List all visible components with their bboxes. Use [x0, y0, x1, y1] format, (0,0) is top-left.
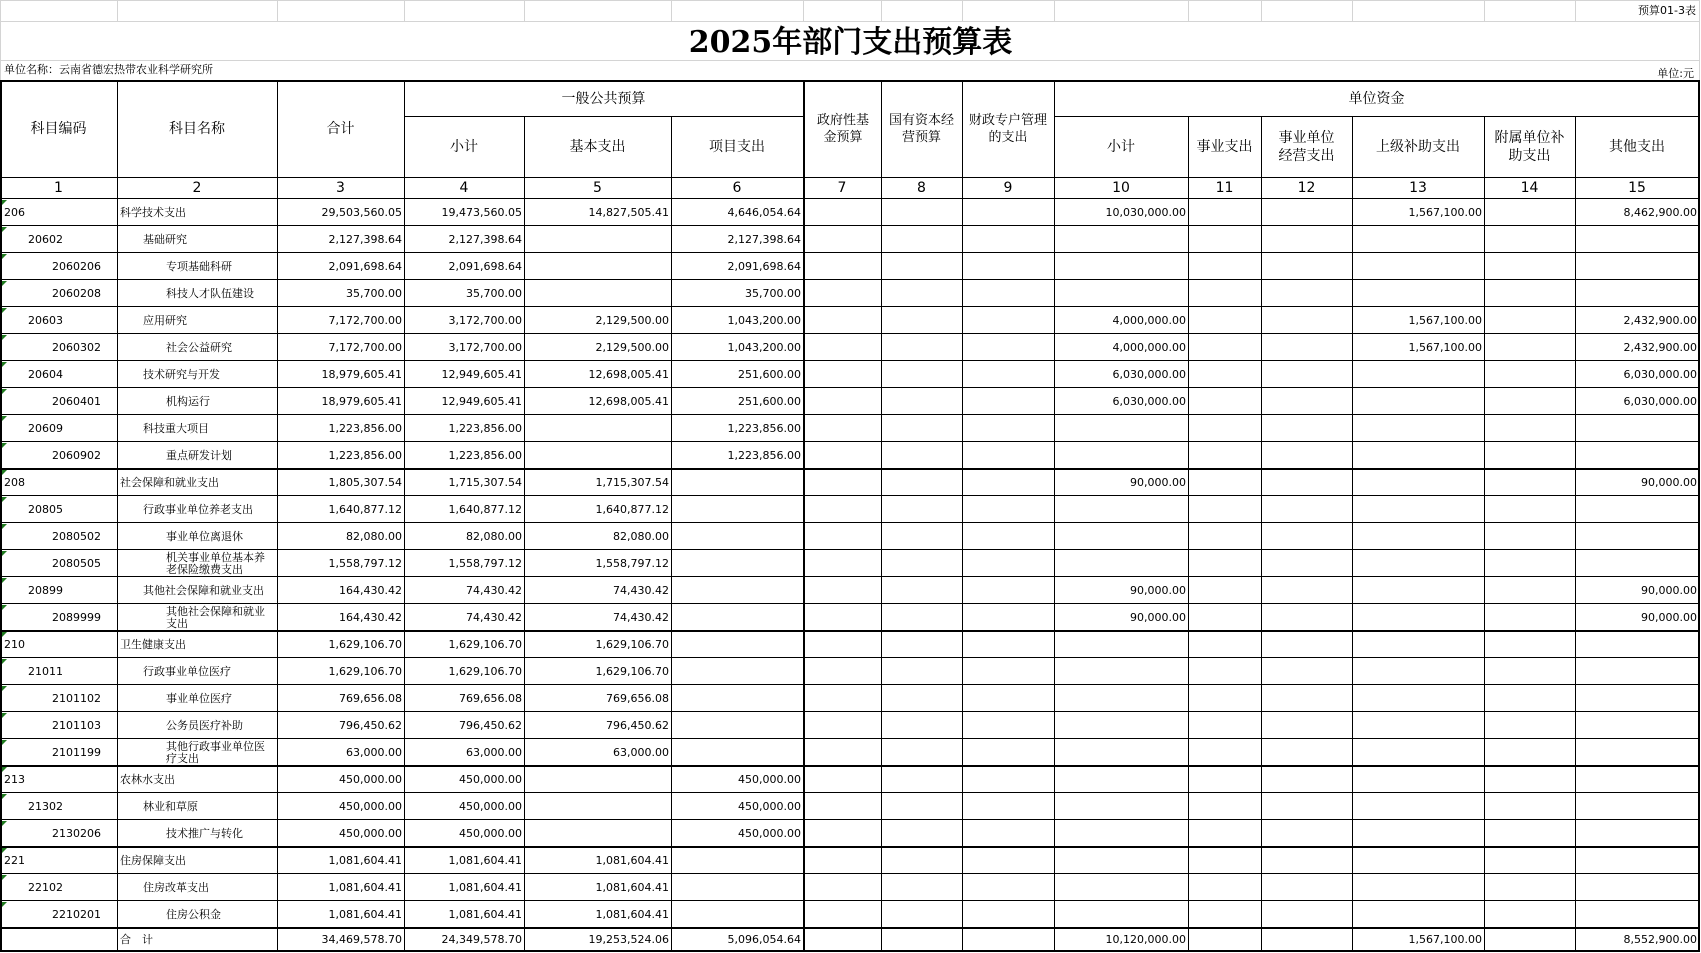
amount-cell[interactable]: 1,629,106.70 [595, 638, 669, 651]
grid-line [0, 684, 1700, 685]
subject-code[interactable]: 20602 [28, 233, 63, 246]
subject-name[interactable]: 行政事业单位医疗 [143, 665, 231, 678]
amount-cell[interactable]: 2,091,698.64 [328, 260, 402, 273]
grid-line [1054, 0, 1055, 21]
grid-line [117, 0, 118, 21]
grid-line [1352, 0, 1353, 21]
amount-cell[interactable]: 4,646,054.64 [727, 206, 801, 219]
amount-cell[interactable]: 3,172,700.00 [448, 341, 522, 354]
amount-cell[interactable]: 90,000.00 [1130, 584, 1186, 597]
amount-cell[interactable]: 1,223,856.00 [727, 422, 801, 435]
amount-cell[interactable]: 1,081,604.41 [448, 881, 522, 894]
amount-cell[interactable]: 63,000.00 [346, 746, 402, 759]
total-amount-cell[interactable]: 34,469,578.70 [321, 933, 402, 946]
grid-line [0, 765, 1700, 767]
subject-name[interactable]: 科技重大项目 [143, 422, 209, 435]
grid-line [1484, 116, 1485, 951]
grid-line [1352, 116, 1353, 951]
grid-line [0, 603, 1700, 604]
subject-name[interactable]: 住房保障支出 [120, 854, 186, 867]
grid-line [803, 80, 805, 951]
subject-code[interactable]: 2060902 [52, 449, 101, 462]
amount-cell[interactable]: 1,640,877.12 [328, 503, 402, 516]
subject-code[interactable]: 20604 [28, 368, 63, 381]
column-number: 11 [1215, 180, 1234, 196]
grid-line [404, 0, 405, 21]
amount-cell[interactable]: 1,081,604.41 [328, 881, 402, 894]
subject-name[interactable]: 其他社会保障和就业支出 [166, 604, 265, 630]
form-number: 预算01-3表 [1638, 4, 1696, 17]
grid-line [962, 80, 963, 951]
grid-line [0, 177, 1700, 178]
subject-name[interactable]: 机关事业单位基本养老保险缴费支出 [166, 550, 265, 576]
grid-line [0, 495, 1700, 496]
amount-cell[interactable]: 1,715,307.54 [595, 476, 669, 489]
amount-cell[interactable]: 450,000.00 [459, 800, 522, 813]
grid-line [117, 80, 118, 951]
header-name: 科目名称 [169, 121, 225, 137]
total-amount-cell[interactable]: 10,120,000.00 [1105, 933, 1186, 946]
subject-code[interactable]: 22102 [28, 881, 63, 894]
grid-line [0, 819, 1700, 820]
subject-name[interactable]: 公务员医疗补助 [166, 719, 243, 732]
subject-name[interactable]: 社会保障和就业支出 [120, 476, 219, 489]
unit-name: 单位名称：云南省德宏热带农业科学研究所 [4, 63, 213, 76]
grid-line [0, 468, 1700, 470]
amount-cell[interactable]: 164,430.42 [339, 611, 402, 624]
column-number: 9 [1003, 180, 1013, 196]
amount-cell[interactable]: 1,567,100.00 [1408, 341, 1482, 354]
amount-cell[interactable]: 19,473,560.05 [441, 206, 522, 219]
amount-cell[interactable]: 7,172,700.00 [328, 341, 402, 354]
header-fiscal-special: 财政专户管理的支出 [968, 113, 1047, 145]
header-other-expense: 其他支出 [1609, 138, 1665, 155]
subject-code[interactable]: 2101103 [52, 719, 101, 732]
subject-code[interactable]: 208 [4, 476, 25, 489]
amount-cell[interactable]: 6,030,000.00 [1112, 368, 1186, 381]
subject-name[interactable]: 其他行政事业单位医疗支出 [166, 739, 265, 765]
column-number: 7 [837, 180, 847, 196]
subject-name[interactable]: 住房改革支出 [143, 881, 209, 894]
amount-cell[interactable]: 74,430.42 [613, 584, 669, 597]
column-number: 10 [1112, 180, 1130, 196]
amount-cell[interactable]: 82,080.00 [346, 530, 402, 543]
amount-cell[interactable]: 2,127,398.64 [328, 233, 402, 246]
grid-line [1054, 116, 1700, 117]
amount-cell[interactable]: 2,129,500.00 [595, 314, 669, 327]
subject-code[interactable]: 221 [4, 854, 25, 867]
column-number: 8 [917, 180, 926, 196]
subject-code[interactable]: 21011 [28, 665, 63, 678]
grid-line [1261, 0, 1262, 21]
amount-cell[interactable]: 2,127,398.64 [448, 233, 522, 246]
subject-name[interactable]: 卫生健康支出 [120, 638, 186, 651]
column-number: 4 [459, 180, 469, 196]
header-project-expense: 项目支出 [709, 138, 765, 155]
amount-cell[interactable]: 1,223,856.00 [448, 449, 522, 462]
subject-code[interactable]: 210 [4, 638, 25, 651]
subject-name[interactable]: 社会公益研究 [166, 341, 232, 354]
amount-cell[interactable]: 90,000.00 [1130, 476, 1186, 489]
grid-line [0, 522, 1700, 523]
amount-cell[interactable]: 35,700.00 [745, 287, 801, 300]
grid-line [1699, 0, 1700, 81]
amount-cell[interactable]: 1,081,604.41 [448, 908, 522, 921]
amount-cell[interactable]: 6,030,000.00 [1623, 395, 1697, 408]
grid-line [0, 0, 1700, 1]
amount-cell[interactable]: 1,081,604.41 [595, 908, 669, 921]
subject-name[interactable]: 机构运行 [166, 395, 210, 408]
subject-name[interactable]: 农林水支出 [120, 773, 175, 786]
amount-cell[interactable]: 164,430.42 [339, 584, 402, 597]
grid-line [0, 387, 1700, 388]
header-unit-subtotal: 小计 [1107, 138, 1135, 155]
amount-cell[interactable]: 12,949,605.41 [441, 368, 522, 381]
grid-line [1484, 0, 1485, 21]
amount-cell[interactable]: 2,127,398.64 [727, 233, 801, 246]
subject-name[interactable]: 科学技术支出 [120, 206, 186, 219]
subject-code[interactable]: 2101102 [52, 692, 101, 705]
subject-code[interactable]: 20609 [28, 422, 63, 435]
grid-line [0, 950, 1700, 952]
amount-cell[interactable]: 450,000.00 [459, 827, 522, 840]
column-number: 1 [54, 180, 63, 196]
grid-line [0, 198, 1700, 199]
total-amount-cell[interactable]: 1,567,100.00 [1408, 933, 1482, 946]
grid-line [0, 21, 1700, 22]
grid-line [1575, 0, 1576, 21]
amount-cell[interactable]: 4,000,000.00 [1112, 341, 1186, 354]
grid-line [0, 306, 1700, 307]
amount-cell[interactable]: 769,656.08 [459, 692, 522, 705]
subject-code[interactable]: 20805 [28, 503, 63, 516]
grid-line [1261, 116, 1262, 951]
amount-cell[interactable]: 796,450.62 [459, 719, 522, 732]
amount-cell[interactable]: 1,629,106.70 [448, 665, 522, 678]
amount-cell[interactable]: 1,043,200.00 [727, 314, 801, 327]
amount-cell[interactable]: 8,462,900.00 [1623, 206, 1697, 219]
header-superior-subsidy: 上级补助支出 [1376, 138, 1460, 155]
amount-cell[interactable]: 1,567,100.00 [1408, 314, 1482, 327]
amount-cell[interactable]: 450,000.00 [339, 827, 402, 840]
grid-line [1698, 80, 1700, 951]
grid-line [0, 441, 1700, 442]
subject-code[interactable]: 2089999 [52, 611, 101, 624]
column-number: 13 [1409, 180, 1427, 196]
amount-cell[interactable]: 12,698,005.41 [588, 395, 669, 408]
grid-line [0, 333, 1700, 334]
subject-name[interactable]: 重点研发计划 [166, 449, 232, 462]
amount-cell[interactable]: 1,629,106.70 [595, 665, 669, 678]
column-number: 5 [593, 180, 602, 196]
subject-name[interactable]: 行政事业单位养老支出 [143, 502, 253, 516]
header-business-expense: 事业支出 [1196, 138, 1253, 155]
amount-cell[interactable]: 2,129,500.00 [595, 341, 669, 354]
subject-code[interactable]: 2060206 [52, 260, 101, 273]
subject-code[interactable]: 21302 [28, 800, 63, 813]
amount-cell[interactable]: 18,979,605.41 [321, 368, 402, 381]
subject-name[interactable]: 基础研究 [143, 233, 187, 246]
subject-code[interactable]: 2210201 [52, 908, 101, 921]
subject-code[interactable]: 2080502 [52, 530, 101, 543]
header-code: 科目编码 [30, 121, 87, 137]
amount-cell[interactable]: 1,558,797.12 [595, 557, 669, 570]
header-general-budget: 一般公共预算 [561, 90, 646, 107]
amount-cell[interactable]: 450,000.00 [339, 773, 402, 786]
amount-cell[interactable]: 1,081,604.41 [328, 908, 402, 921]
grid-line [0, 576, 1700, 577]
grid-line [0, 873, 1700, 874]
subject-code[interactable]: 20899 [28, 584, 63, 597]
subject-name[interactable]: 专项基础科研 [166, 260, 232, 273]
header-operating-expense: 事业单位经营支出 [1278, 129, 1335, 164]
amount-cell[interactable]: 1,629,106.70 [448, 638, 522, 651]
amount-cell[interactable]: 450,000.00 [339, 800, 402, 813]
grid-line [404, 116, 803, 117]
amount-cell[interactable]: 450,000.00 [738, 800, 801, 813]
grid-line [524, 0, 525, 21]
column-number: 3 [336, 180, 345, 196]
currency-unit: 单位:元 [1657, 67, 1694, 80]
amount-cell[interactable]: 1,558,797.12 [328, 557, 402, 570]
header-state-capital: 国有资本经营预算 [888, 113, 954, 145]
total-amount-cell[interactable]: 5,096,054.64 [727, 933, 801, 946]
column-number: 12 [1297, 180, 1316, 196]
grid-line [671, 0, 672, 21]
amount-cell[interactable]: 7,172,700.00 [328, 314, 402, 327]
grid-line [0, 80, 1700, 82]
amount-cell[interactable]: 1,081,604.41 [328, 854, 402, 867]
amount-cell[interactable]: 3,172,700.00 [448, 314, 522, 327]
column-number: 2 [192, 180, 202, 196]
subject-name[interactable]: 技术推广与转化 [166, 827, 243, 840]
amount-cell[interactable]: 251,600.00 [738, 368, 801, 381]
amount-cell[interactable]: 12,949,605.41 [441, 395, 522, 408]
grid-line [0, 738, 1700, 739]
amount-cell[interactable]: 2,432,900.00 [1623, 314, 1697, 327]
amount-cell[interactable]: 90,000.00 [1130, 611, 1186, 624]
amount-cell[interactable]: 6,030,000.00 [1623, 368, 1697, 381]
amount-cell[interactable]: 450,000.00 [738, 773, 801, 786]
subject-code[interactable]: 2060302 [52, 341, 101, 354]
amount-cell[interactable]: 1,081,604.41 [595, 854, 669, 867]
grid-line [671, 116, 672, 951]
amount-cell[interactable]: 1,805,307.54 [328, 476, 402, 489]
subject-code[interactable]: 2060208 [52, 287, 101, 300]
subject-name[interactable]: 事业单位离退休 [166, 530, 243, 543]
amount-cell[interactable]: 90,000.00 [1641, 584, 1697, 597]
amount-cell[interactable]: 2,432,900.00 [1623, 341, 1697, 354]
amount-cell[interactable]: 63,000.00 [613, 746, 669, 759]
amount-cell[interactable]: 35,700.00 [466, 287, 522, 300]
subject-name[interactable]: 林业和草原 [143, 800, 198, 813]
subject-name[interactable]: 技术研究与开发 [143, 368, 220, 381]
subject-name[interactable]: 住房公积金 [166, 908, 221, 921]
amount-cell[interactable]: 450,000.00 [459, 773, 522, 786]
amount-cell[interactable]: 63,000.00 [466, 746, 522, 759]
grid-line [0, 900, 1700, 901]
grid-line [0, 225, 1700, 226]
subject-code[interactable]: 2130206 [52, 827, 101, 840]
grid-line [277, 0, 278, 21]
amount-cell[interactable]: 1,223,856.00 [328, 449, 402, 462]
grid-line [0, 279, 1700, 280]
grid-line [0, 711, 1700, 712]
grid-line [0, 630, 1700, 632]
amount-cell[interactable]: 12,698,005.41 [588, 368, 669, 381]
amount-cell[interactable]: 74,430.42 [466, 584, 522, 597]
subject-code[interactable]: 2060401 [52, 395, 101, 408]
amount-cell[interactable]: 82,080.00 [613, 530, 669, 543]
header-affiliated-subsidy: 附属单位补助支出 [1494, 129, 1565, 164]
grid-line [0, 414, 1700, 415]
amount-cell[interactable]: 1,558,797.12 [448, 557, 522, 570]
amount-cell[interactable]: 18,979,605.41 [321, 395, 402, 408]
amount-cell[interactable]: 74,430.42 [466, 611, 522, 624]
amount-cell[interactable]: 90,000.00 [1641, 476, 1697, 489]
amount-cell[interactable]: 1,081,604.41 [595, 881, 669, 894]
grid-line [881, 0, 882, 21]
total-amount-cell[interactable]: 19,253,524.06 [588, 933, 669, 946]
header-basic-expense: 基本支出 [569, 138, 626, 155]
subject-code[interactable]: 20603 [28, 314, 63, 327]
amount-cell[interactable]: 251,600.00 [738, 395, 801, 408]
amount-cell[interactable]: 769,656.08 [339, 692, 402, 705]
grid-line [0, 846, 1700, 848]
grid-line [1054, 80, 1055, 951]
subject-code[interactable]: 213 [4, 773, 25, 786]
amount-cell[interactable]: 1,629,106.70 [328, 638, 402, 651]
amount-cell[interactable]: 1,223,856.00 [448, 422, 522, 435]
amount-cell[interactable]: 2,091,698.64 [448, 260, 522, 273]
amount-cell[interactable]: 82,080.00 [466, 530, 522, 543]
amount-cell[interactable]: 6,030,000.00 [1112, 395, 1186, 408]
amount-cell[interactable]: 769,656.08 [606, 692, 669, 705]
grid-line [0, 792, 1700, 793]
amount-cell[interactable]: 10,030,000.00 [1105, 206, 1186, 219]
amount-cell[interactable]: 90,000.00 [1641, 611, 1697, 624]
grid-line [0, 657, 1700, 658]
subject-name[interactable]: 其他社会保障和就业支出 [143, 583, 264, 597]
grid-line [0, 80, 2, 951]
amount-cell[interactable]: 1,567,100.00 [1408, 206, 1482, 219]
amount-cell[interactable]: 1,715,307.54 [448, 476, 522, 489]
subject-code[interactable]: 2101199 [52, 746, 101, 759]
grid-line [0, 360, 1700, 361]
grid-line [0, 0, 1, 81]
subject-name[interactable]: 事业单位医疗 [166, 692, 232, 705]
grid-line [1188, 0, 1189, 21]
amount-cell[interactable]: 29,503,560.05 [321, 206, 402, 219]
amount-cell[interactable]: 74,430.42 [613, 611, 669, 624]
header-total: 合计 [326, 121, 355, 137]
grid-line [1188, 116, 1189, 951]
amount-cell[interactable]: 1,043,200.00 [727, 341, 801, 354]
amount-cell[interactable]: 1,629,106.70 [328, 665, 402, 678]
grid-line [0, 549, 1700, 550]
amount-cell[interactable]: 14,827,505.41 [588, 206, 669, 219]
subject-code[interactable]: 2080505 [52, 557, 101, 570]
total-amount-cell[interactable]: 8,552,900.00 [1623, 933, 1697, 946]
grid-line [803, 0, 804, 21]
column-number: 14 [1520, 180, 1539, 196]
amount-cell[interactable]: 1,640,877.12 [595, 503, 669, 516]
subject-name[interactable]: 应用研究 [143, 314, 187, 327]
amount-cell[interactable]: 796,450.62 [339, 719, 402, 732]
amount-cell[interactable]: 35,700.00 [346, 287, 402, 300]
grid-line [962, 0, 963, 21]
sheet-title: 2025年部门支出预算表 [688, 25, 1013, 60]
grid-line [277, 80, 278, 951]
header-gp-subtotal: 小计 [450, 138, 478, 155]
grid-line [0, 252, 1700, 253]
amount-cell[interactable]: 4,000,000.00 [1112, 314, 1186, 327]
header-unit-funds: 单位资金 [1348, 90, 1405, 107]
amount-cell[interactable]: 1,081,604.41 [448, 854, 522, 867]
column-number: 15 [1628, 180, 1646, 196]
grid-line [0, 60, 1700, 61]
amount-cell[interactable]: 2,091,698.64 [727, 260, 801, 273]
header-gov-fund: 政府性基金预算 [816, 113, 869, 145]
amount-cell[interactable]: 450,000.00 [738, 827, 801, 840]
grid-line [881, 80, 882, 951]
grid-line [0, 927, 1700, 929]
column-number: 6 [732, 180, 742, 196]
subject-name[interactable]: 科技人才队伍建设 [166, 287, 254, 300]
grid-line [1575, 116, 1576, 951]
amount-cell[interactable]: 1,223,856.00 [328, 422, 402, 435]
total-label: 合 计 [120, 933, 153, 946]
total-amount-cell[interactable]: 24,349,578.70 [441, 933, 522, 946]
subject-code[interactable]: 206 [4, 206, 25, 219]
grid-line [524, 116, 525, 951]
amount-cell[interactable]: 796,450.62 [606, 719, 669, 732]
amount-cell[interactable]: 1,640,877.12 [448, 503, 522, 516]
amount-cell[interactable]: 1,223,856.00 [727, 449, 801, 462]
grid-line [404, 80, 405, 951]
